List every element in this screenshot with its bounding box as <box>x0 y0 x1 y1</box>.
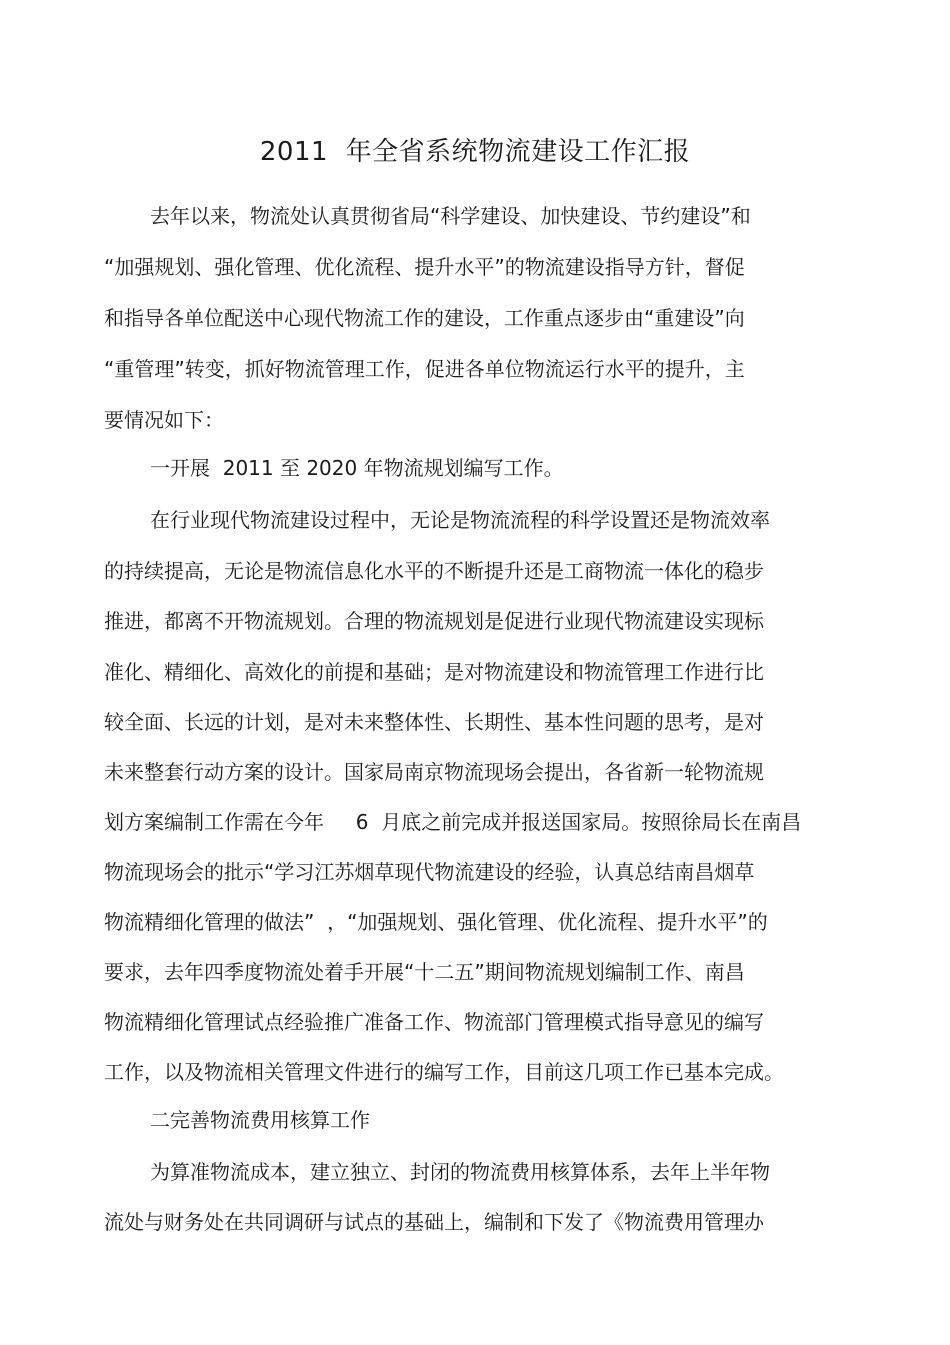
paragraph-line: 较全面、长远的计划，是对未来整体性、长期性、基本性问题的思考，是对 <box>104 710 764 734</box>
paragraph-line: 工作，以及物流相关管理文件进行的编写工作，目前这几项工作已基本完成。 <box>104 1060 784 1084</box>
paragraph-line: 物流精细化管理试点经验推广准备工作、物流部门管理模式指导意见的编写 <box>104 1010 764 1034</box>
paragraph-line: 的持续提高，无论是物流信息化水平的不断提升还是工商物流一体化的稳步 <box>104 559 764 583</box>
paragraph-line: 物流现场会的批示“学习江苏烟草现代物流建设的经验，认真总结南昌烟草 <box>104 860 755 884</box>
paragraph-line: 推进，都离不开物流规划。合理的物流规划是促进行业现代物流建设实现标 <box>104 609 764 633</box>
paragraph-line: 准化、精细化、高效化的前提和基础；是对物流建设和物流管理工作进行比 <box>104 660 764 684</box>
paragraph-line: 在行业现代物流建设过程中，无论是物流流程的科学设置还是物流效率 <box>150 508 770 532</box>
paragraph-line: “加强规划、强化管理、优化流程、提升水平”的物流建设指导方针，督促 <box>104 255 745 279</box>
paragraph-line: 要求，去年四季度物流处着手开展“十二五”期间物流规划编制工作、南昌 <box>104 960 745 984</box>
section-heading: 二完善物流费用核算工作 <box>150 1108 370 1132</box>
paragraph-line: 未来整套行动方案的设计。国家局南京物流现场会提出，各省新一轮物流规 <box>104 760 764 784</box>
section-heading: 一开展 2011 至 2020 年物流规划编写工作。 <box>150 456 564 480</box>
paragraph-line: 为算准物流成本，建立独立、封闭的物流费用核算体系，去年上半年物 <box>150 1160 770 1184</box>
paragraph-line: “重管理”转变，抓好物流管理工作，促进各单位物流运行水平的提升，主 <box>104 357 745 381</box>
paragraph-line: 流处与财务处在共同调研与试点的基础上，编制和下发了《物流费用管理办 <box>104 1210 764 1234</box>
paragraph-line: 要情况如下： <box>104 408 224 432</box>
paragraph-line: 和指导各单位配送中心现代物流工作的建设，工作重点逐步由“重建设”向 <box>104 306 745 330</box>
paragraph-line: 物流精细化管理的做法” ，“加强规划、强化管理、优化流程、提升水平”的 <box>104 910 768 934</box>
document-title: 2011 年全省系统物流建设工作汇报 <box>259 137 691 167</box>
paragraph-line: 划方案编制工作需在今年 6 月底之前完成并报送国家局。按照徐局长在南昌 <box>104 810 802 834</box>
paragraph-line: 去年以来，物流处认真贯彻省局“科学建设、加快建设、节约建设”和 <box>150 204 751 228</box>
